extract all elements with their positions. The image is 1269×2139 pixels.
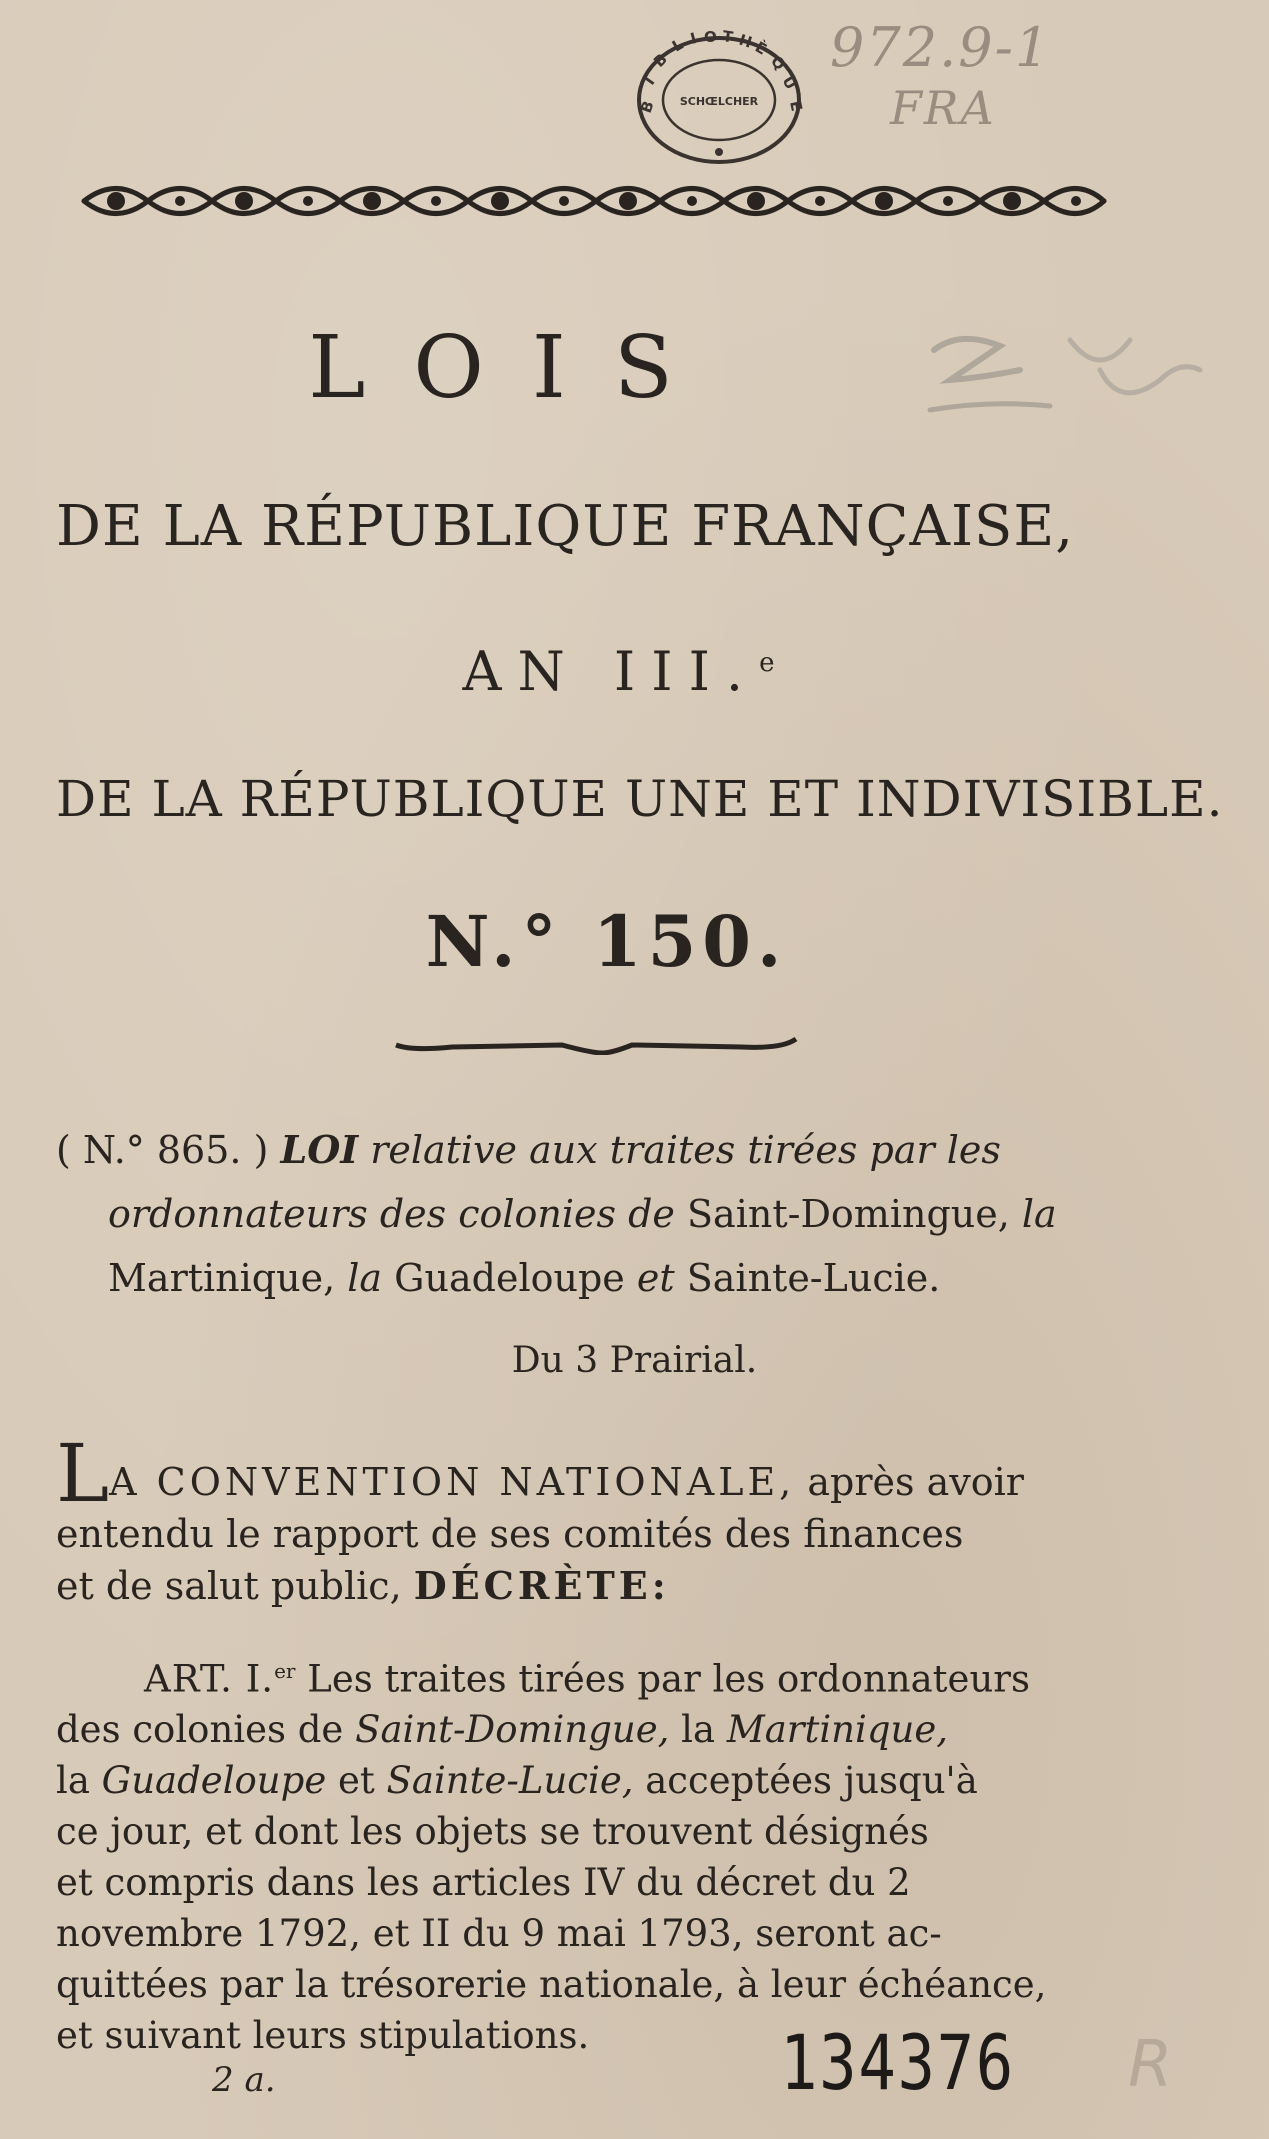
article-line-7: quittées par la trésorerie nationale, à leur échéance, [56, 1963, 1047, 2007]
svg-text:O: O [704, 28, 717, 46]
svg-text:B: B [636, 98, 658, 116]
loi-heading [56, 1118, 1136, 1310]
signature-mark: 2 a. [212, 2060, 276, 2100]
preamble-line-3 [56, 1560, 1136, 1612]
svg-text:U: U [778, 73, 801, 93]
article-line-3 [56, 1755, 1136, 1806]
title-lois: LOIS [308, 318, 721, 418]
article-line-8: et suivant leurs stipulations. [56, 2014, 590, 2058]
svg-text:B: B [650, 50, 671, 71]
article-line-4: ce jour, et dont les objets se trouvent désignés [56, 1810, 929, 1854]
article-l2a: des colonies de [56, 1708, 344, 1752]
article-1 [56, 1646, 1136, 2061]
preamble-line-2: entendu le rapport de ses comités des finances [56, 1512, 964, 1556]
article-l2c: la [681, 1708, 716, 1752]
year-text: AN III. [462, 640, 760, 703]
subtitle-indivisible: DE LA RÉPUBLIQUE UNE ET INDIVISIBLE. [56, 770, 1224, 828]
loi-subject: relative aux traites tirées par les [370, 1128, 1001, 1172]
loi-word: LOI [280, 1127, 359, 1172]
preamble-lead: A CONVENTION NATIONALE, [109, 1460, 796, 1504]
svg-text:E: E [786, 99, 806, 113]
article-l2d: Martinique, [726, 1708, 949, 1752]
decorative-ornament-band [76, 172, 1112, 230]
subtitle-republique: DE LA RÉPUBLIQUE FRANÇAISE, [56, 494, 1075, 559]
loi-line2b: Saint-Domingue, [687, 1192, 1010, 1236]
article-line-2 [56, 1704, 1136, 1755]
bulletin-number: N.° 150. [425, 900, 788, 983]
svg-text:I: I [640, 73, 659, 89]
loi-number: ( N.° 865. ) [56, 1128, 269, 1172]
drop-cap: L [56, 1427, 110, 1520]
accession-number: 134376 [780, 2018, 1015, 2107]
year-sup: e [759, 648, 775, 678]
article-label-sup: er [274, 1659, 296, 1683]
svg-text:SCHŒLCHER: SCHŒLCHER [679, 95, 759, 108]
preamble-line-1 [56, 1427, 1136, 1520]
article-line-1 [56, 1646, 1136, 1704]
library-stamp-graphic [624, 28, 814, 168]
loi-line2a: ordonnateurs des colonies de [108, 1192, 675, 1236]
article-l2b: Saint-Domingue, [355, 1708, 670, 1752]
year-line [0, 640, 1253, 703]
preamble [56, 1427, 1136, 1612]
article-line-5: et compris dans les articles IV du décret du 2 [56, 1861, 911, 1905]
library-stamp [624, 28, 814, 168]
article-label: ART. I. [144, 1657, 275, 1701]
loi-line3e: Sainte-Lucie. [686, 1256, 941, 1300]
article-line-6: novembre 1792, et II du 9 mai 1793, seront ac- [56, 1912, 942, 1956]
svg-text:Q: Q [767, 52, 789, 74]
article-l1: Les traites tirées par les ordonnateurs [307, 1657, 1030, 1701]
article-l3a: la [56, 1759, 90, 1803]
svg-text:L: L [669, 35, 687, 56]
loi-heading-line-1 [56, 1118, 1136, 1182]
loi-line3b: la [347, 1256, 383, 1300]
loi-line3a: Martinique, [108, 1256, 336, 1300]
shelfmark-line1: 972.9-1 [830, 16, 1052, 79]
preamble-line1-rest: après avoir [807, 1460, 1024, 1504]
svg-text:T: T [721, 28, 735, 47]
handwritten-shelfmark [830, 18, 1130, 138]
article-l3c: et [338, 1759, 375, 1803]
loi-date: Du 3 Prairial. [511, 1340, 758, 1381]
decree-word: DÉCRÈTE: [413, 1563, 670, 1608]
article-l3b: Guadeloupe [101, 1759, 327, 1803]
shelfmark-line2: FRA [890, 81, 996, 135]
loi-heading-line-3 [56, 1246, 1136, 1310]
loi-line3d: et [636, 1256, 675, 1300]
article-l3d: Sainte-Lucie, [386, 1759, 634, 1803]
preamble-line3: et de salut public, [56, 1564, 402, 1608]
loi-line2c: la [1021, 1192, 1057, 1236]
decorative-rule [392, 1035, 800, 1055]
svg-text:H: H [736, 30, 755, 52]
article-l3e: acceptées jusqu'à [645, 1759, 978, 1803]
svg-text:I: I [688, 29, 699, 48]
svg-text:È: È [752, 37, 770, 59]
accession-mark: R [1128, 2028, 1173, 2102]
loi-line3c: Guadeloupe [394, 1256, 625, 1300]
loi-heading-line-2 [56, 1182, 1136, 1246]
